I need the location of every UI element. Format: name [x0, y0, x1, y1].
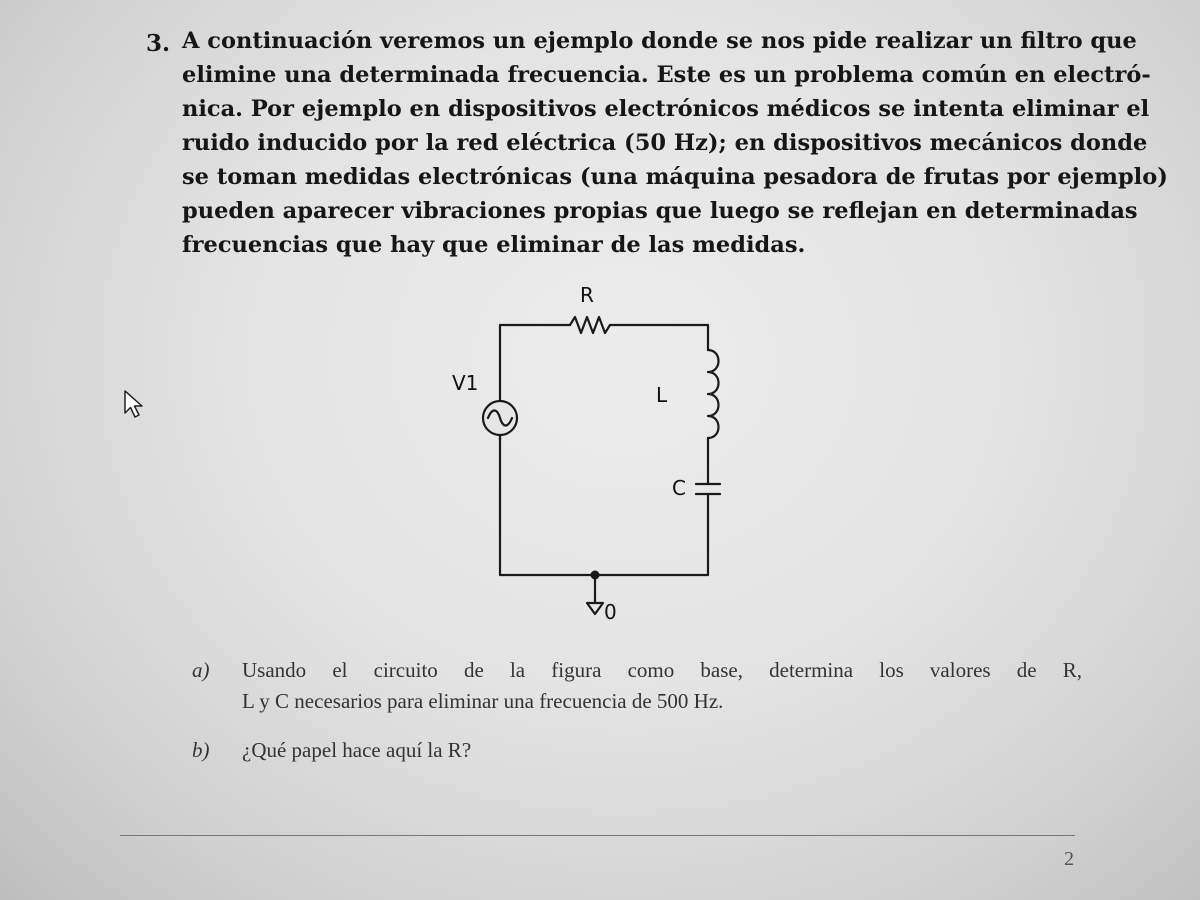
resistor-label: R	[580, 283, 594, 307]
inductor-label: L	[656, 383, 668, 407]
question-text	[242, 735, 1082, 766]
page-number: 2	[1064, 848, 1074, 870]
wire-right-bottom	[500, 434, 708, 575]
source-label: V1	[452, 371, 479, 395]
mouse-pointer-icon	[122, 388, 146, 420]
problem-line: se toman medidas electrónicas (una máquina pesadora de frutas por ejemplo)	[182, 164, 1168, 190]
ground-node	[591, 571, 600, 580]
resistor-symbol	[570, 317, 610, 333]
problem-line: A continuación veremos un ejemplo donde se nos pide realizar un filtro que	[182, 28, 1137, 54]
question-marker: a)	[192, 658, 210, 682]
problem-number: 3.	[146, 30, 171, 57]
question-marker: b)	[192, 738, 210, 762]
wire-top-right	[610, 325, 708, 350]
problem-statement	[182, 24, 1168, 262]
inductor-symbol	[708, 350, 719, 438]
problem-line: pueden aparecer vibraciones propias que luego se reflejan en determinadas	[182, 198, 1138, 224]
problem-line: elimine una determinada frecuencia. Este es un problema común en electró-	[182, 62, 1151, 88]
ground-symbol	[587, 575, 603, 614]
capacitor-label: C	[672, 476, 686, 500]
footer-divider	[120, 835, 1075, 836]
problem-line: frecuencias que hay que eliminar de las medidas.	[182, 232, 806, 258]
question-line: L y C necesarios para eliminar una frecuencia de 500 Hz.	[242, 689, 724, 713]
rlc-circuit-diagram	[430, 270, 770, 640]
problem-line: ruido inducido por la red eléctrica (50 Hz); en dispositivos mecánicos donde	[182, 130, 1148, 156]
question-text	[242, 655, 1082, 717]
problem-line: nica. Por ejemplo en dispositivos electrónicos médicos se intenta eliminar el	[182, 96, 1150, 122]
question-line: ¿Qué papel hace aquí la R?	[242, 738, 472, 762]
ground-label: 0	[604, 600, 617, 624]
question-line: Usando el circuito de la figura como base, determina los valores de R,	[242, 658, 1082, 682]
capacitor-symbol	[696, 484, 720, 494]
